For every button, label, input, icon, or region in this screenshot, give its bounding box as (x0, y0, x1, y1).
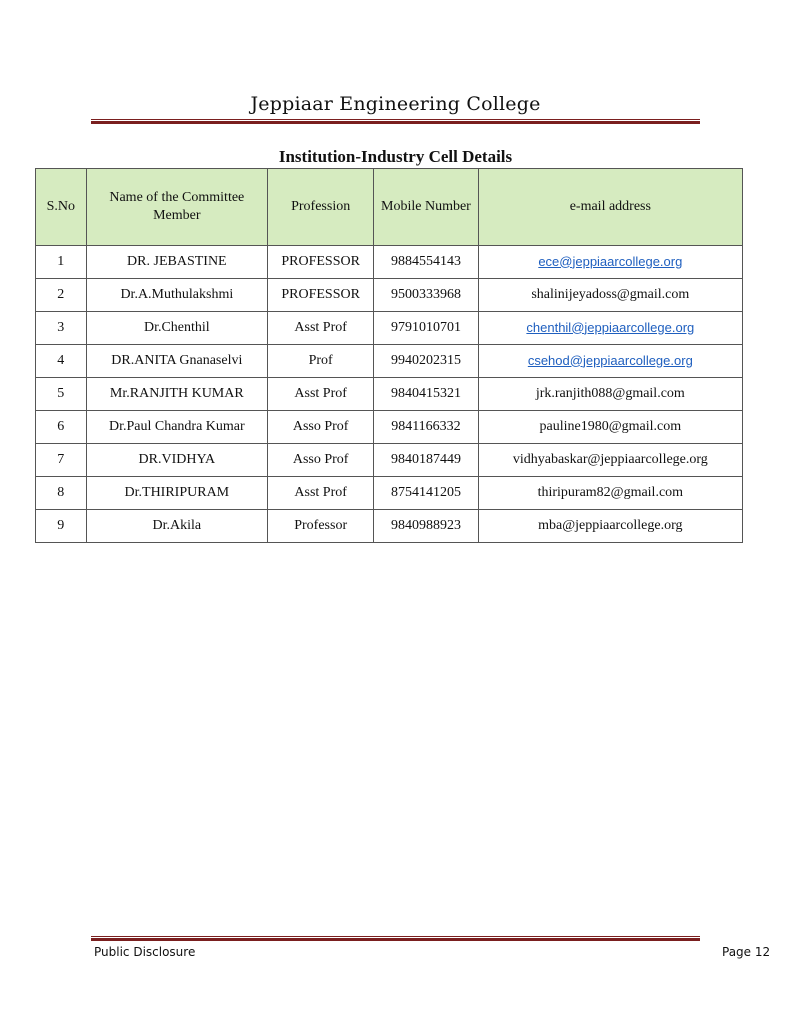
cell-name: DR.ANITA Gnanaselvi (86, 345, 268, 378)
header-rule (91, 119, 700, 124)
cell-profession: Professor (268, 510, 374, 543)
header-name: Name of the Committee Member (86, 169, 268, 246)
cell-mobile: 8754141205 (374, 477, 478, 510)
cell-sno: 5 (36, 378, 87, 411)
header-sno: S.No (36, 169, 87, 246)
committee-table (35, 168, 743, 543)
table-row (36, 378, 743, 411)
page-number: Page 12 (722, 945, 771, 959)
cell-profession: Asst Prof (268, 477, 374, 510)
email-text: mba@jeppiaarcollege.org (538, 518, 683, 533)
email-link[interactable]: csehod@jeppiaarcollege.org (527, 352, 693, 368)
footer-label: Public Disclosure (94, 945, 196, 959)
table-header-row (36, 169, 743, 246)
cell-sno: 6 (36, 411, 87, 444)
footer-rule (91, 936, 700, 941)
cell-name: Dr.THIRIPURAM (86, 477, 268, 510)
cell-email (478, 378, 742, 411)
cell-profession: Asso Prof (268, 411, 374, 444)
cell-mobile: 9500333968 (374, 279, 478, 312)
cell-sno: 1 (36, 246, 87, 279)
email-text: shalinijeyadoss@gmail.com (531, 287, 690, 302)
cell-email (478, 345, 742, 378)
cell-mobile: 9791010701 (374, 312, 478, 345)
cell-mobile: 9840988923 (374, 510, 478, 543)
cell-name: Dr.Paul Chandra Kumar (86, 411, 268, 444)
cell-mobile: 9884554143 (374, 246, 478, 279)
document-title: Institution-Industry Cell Details (278, 147, 513, 166)
cell-name: DR.VIDHYA (86, 444, 268, 477)
cell-email (478, 444, 742, 477)
table-row (36, 246, 743, 279)
cell-mobile: 9840415321 (374, 378, 478, 411)
cell-email (478, 246, 742, 279)
email-text: pauline1980@gmail.com (539, 419, 682, 434)
cell-name: Dr.Chenthil (86, 312, 268, 345)
table-row (36, 477, 743, 510)
cell-email (478, 510, 742, 543)
header-profession: Profession (268, 169, 374, 246)
email-link[interactable]: chenthil@jeppiaarcollege.org (526, 319, 695, 335)
cell-sno: 9 (36, 510, 87, 543)
header-mobile: Mobile Number (374, 169, 478, 246)
table-row (36, 411, 743, 444)
cell-name: Dr.Akila (86, 510, 268, 543)
cell-sno: 2 (36, 279, 87, 312)
table-row (36, 444, 743, 477)
cell-mobile: 9840187449 (374, 444, 478, 477)
table-row (36, 312, 743, 345)
cell-name: Mr.RANJITH KUMAR (86, 378, 268, 411)
cell-sno: 3 (36, 312, 87, 345)
cell-sno: 8 (36, 477, 87, 510)
email-text: jrk.ranjith088@gmail.com (535, 386, 685, 401)
cell-name: DR. JEBASTINE (86, 246, 268, 279)
table-row (36, 510, 743, 543)
email-text: vidhyabaskar@jeppiaarcollege.org (512, 452, 708, 467)
cell-mobile: 9841166332 (374, 411, 478, 444)
table-body (36, 246, 743, 543)
cell-sno: 7 (36, 444, 87, 477)
email-link[interactable]: ece@jeppiaarcollege.org (538, 253, 683, 269)
cell-profession: PROFESSOR (268, 279, 374, 312)
table-row (36, 345, 743, 378)
cell-name: Dr.A.Muthulakshmi (86, 279, 268, 312)
cell-email (478, 477, 742, 510)
header-email: e-mail address (478, 169, 742, 246)
cell-sno: 4 (36, 345, 87, 378)
table-row (36, 279, 743, 312)
cell-email (478, 279, 742, 312)
cell-email (478, 411, 742, 444)
cell-profession: PROFESSOR (268, 246, 374, 279)
cell-profession: Prof (268, 345, 374, 378)
cell-profession: Asso Prof (268, 444, 374, 477)
email-text: thiripuram82@gmail.com (537, 485, 684, 500)
cell-profession: Asst Prof (268, 312, 374, 345)
cell-mobile: 9940202315 (374, 345, 478, 378)
cell-email (478, 312, 742, 345)
page-header-title: Jeppiaar Engineering College (250, 93, 541, 115)
cell-profession: Asst Prof (268, 378, 374, 411)
